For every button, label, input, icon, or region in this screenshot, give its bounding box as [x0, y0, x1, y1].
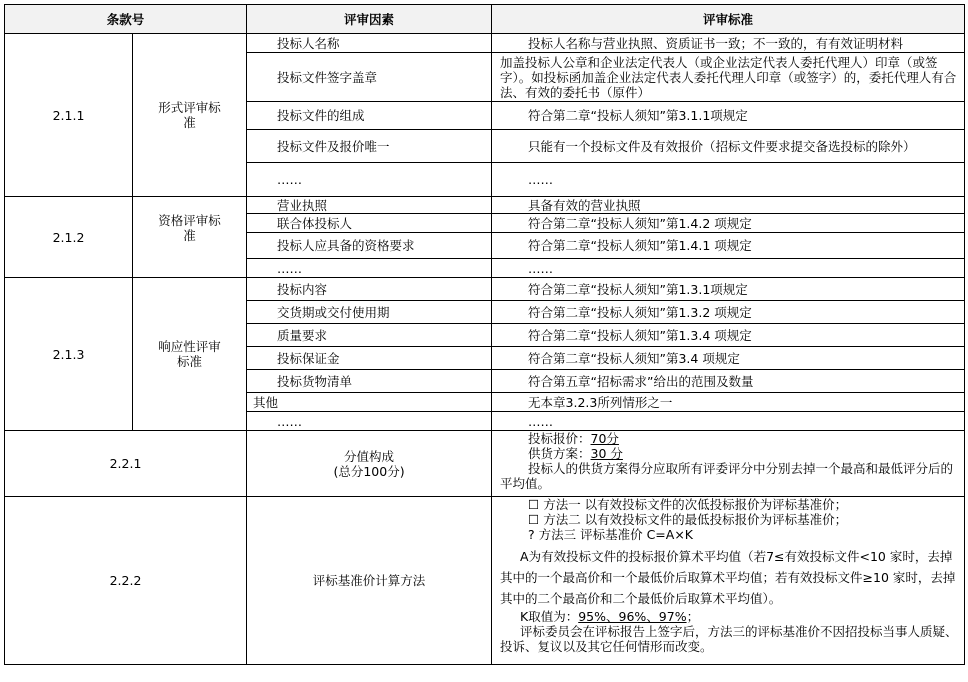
- header-factor: 评审因素: [247, 5, 492, 34]
- factor-cell: ……: [247, 163, 492, 197]
- k-label: K取值为：: [520, 609, 579, 624]
- factor-cell: 营业执照: [247, 197, 492, 214]
- standard-cell: 符合第二章“投标人须知”第1.3.1项规定: [492, 278, 965, 301]
- supply-value: 30 分: [590, 446, 623, 461]
- supply-note: 投标人的供货方案得分应取所有评委评分中分别去掉一个最高和最低评分后的平均值。: [500, 461, 954, 491]
- standard-cell: 符合第二章“投标人须知”第1.3.2 项规定: [492, 301, 965, 324]
- factor-cell: 投标文件及报价唯一: [247, 130, 492, 163]
- header-row: [5, 5, 965, 34]
- standard-cell: ……: [492, 163, 965, 197]
- standard-cell: [492, 431, 965, 497]
- table-row: [5, 431, 965, 497]
- factor-line: (总分100分): [333, 463, 405, 479]
- clause-number: 2.1.3: [5, 278, 133, 431]
- standard-cell: 符合第五章“招标需求”给出的范围及数量: [492, 370, 965, 393]
- factor-cell: 交货期或交付使用期: [247, 301, 492, 324]
- standard-cell: ……: [492, 259, 965, 278]
- a-description: A为有效投标文件的投标报价算术平均值（若7≤有效投标文件<10 家时，去掉其中的一个最高价和一个最低价后取算术平均值；若有效投标文件≥10 家时，去掉其中的二个最高价和二个最低价后取算术平均值）。: [500, 549, 956, 606]
- factor-cell: 投标保证金: [247, 347, 492, 370]
- section-title: 形式评审标准: [133, 34, 247, 197]
- standard-cell: 符合第二章“投标人须知”第1.4.1 项规定: [492, 233, 965, 259]
- factor-cell: 评标基准价计算方法: [247, 497, 492, 665]
- price-value: 70分: [590, 431, 619, 446]
- final-note: 评标委员会在评标报告上签字后，方法三的评标基准价不因招投标当事人质疑、投诉、复议以及其它任何情形而改变。: [500, 624, 958, 654]
- standard-cell: 符合第二章“投标人须知”第3.4 项规定: [492, 347, 965, 370]
- factor-cell: ……: [247, 259, 492, 278]
- method-three: ? 方法三 评标基准价 C=A×K: [528, 527, 693, 542]
- factor-cell: 投标文件签字盖章: [247, 53, 492, 102]
- factor-cell: 质量要求: [247, 324, 492, 347]
- standard-cell: ……: [492, 412, 965, 431]
- standard-cell: 符合第二章“投标人须知”第3.1.1项规定: [492, 102, 965, 130]
- factor-line: 分值构成: [344, 448, 395, 464]
- k-end: ；: [686, 609, 700, 624]
- method-two: ☐ 方法二 以有效投标文件的最低投标报价为评标基准价；: [528, 512, 848, 527]
- section-title: 响应性评审标准: [133, 278, 247, 431]
- factor-cell: 投标货物清单: [247, 370, 492, 393]
- clause-number: 2.2.1: [5, 431, 247, 497]
- section-title: 资格评审标准: [133, 197, 247, 278]
- method-one: ☐ 方法一 以有效投标文件的次低投标报价为评标基准价；: [528, 497, 848, 512]
- factor-cell: 投标人名称: [247, 34, 492, 53]
- standard-cell: 具备有效的营业执照: [492, 197, 965, 214]
- k-line: [500, 609, 961, 624]
- header-standard: 评审标准: [492, 5, 965, 34]
- factor-cell: 投标文件的组成: [247, 102, 492, 130]
- table-row: [5, 497, 965, 665]
- price-line: [500, 431, 961, 446]
- standard-cell: 加盖投标人公章和企业法定代表人（或企业法定代表人委托代理人）印章（或签字）。如投标函加盖企业法定代表人委托代理人印章（或签字）的，委托代理人有合法、有效的委托书（原件）: [492, 53, 965, 102]
- factor-cell: 联合体投标人: [247, 214, 492, 233]
- k-value: 95%、96%、97%: [578, 609, 687, 624]
- evaluation-criteria-table: [4, 4, 965, 665]
- factor-cell: 投标内容: [247, 278, 492, 301]
- header-clause: 条款号: [5, 5, 247, 34]
- supply-label: 供货方案：: [528, 446, 591, 461]
- table-row: [5, 34, 965, 53]
- table-row: [5, 278, 965, 301]
- table-row: [5, 197, 965, 214]
- standard-cell: 投标人名称与营业执照、资质证书一致；不一致的，有有效证明材料: [492, 34, 965, 53]
- standard-cell: 符合第二章“投标人须知”第1.3.4 项规定: [492, 324, 965, 347]
- factor-cell: ……: [247, 412, 492, 431]
- standard-cell: [492, 497, 965, 665]
- clause-number: 2.2.2: [5, 497, 247, 665]
- supply-line: [500, 446, 961, 461]
- price-label: 投标报价：: [528, 431, 591, 446]
- standard-cell: 符合第二章“投标人须知”第1.4.2 项规定: [492, 214, 965, 233]
- clause-number: 2.1.1: [5, 34, 133, 197]
- standard-cell: 无本章3.2.3所列情形之一: [492, 393, 965, 412]
- standard-cell: 只能有一个投标文件及有效报价（招标文件要求提交备选投标的除外）: [492, 130, 965, 163]
- factor-cell: 其他: [247, 393, 492, 412]
- factor-cell: 投标人应具备的资格要求: [247, 233, 492, 259]
- clause-number: 2.1.2: [5, 197, 133, 278]
- factor-cell: [247, 431, 492, 497]
